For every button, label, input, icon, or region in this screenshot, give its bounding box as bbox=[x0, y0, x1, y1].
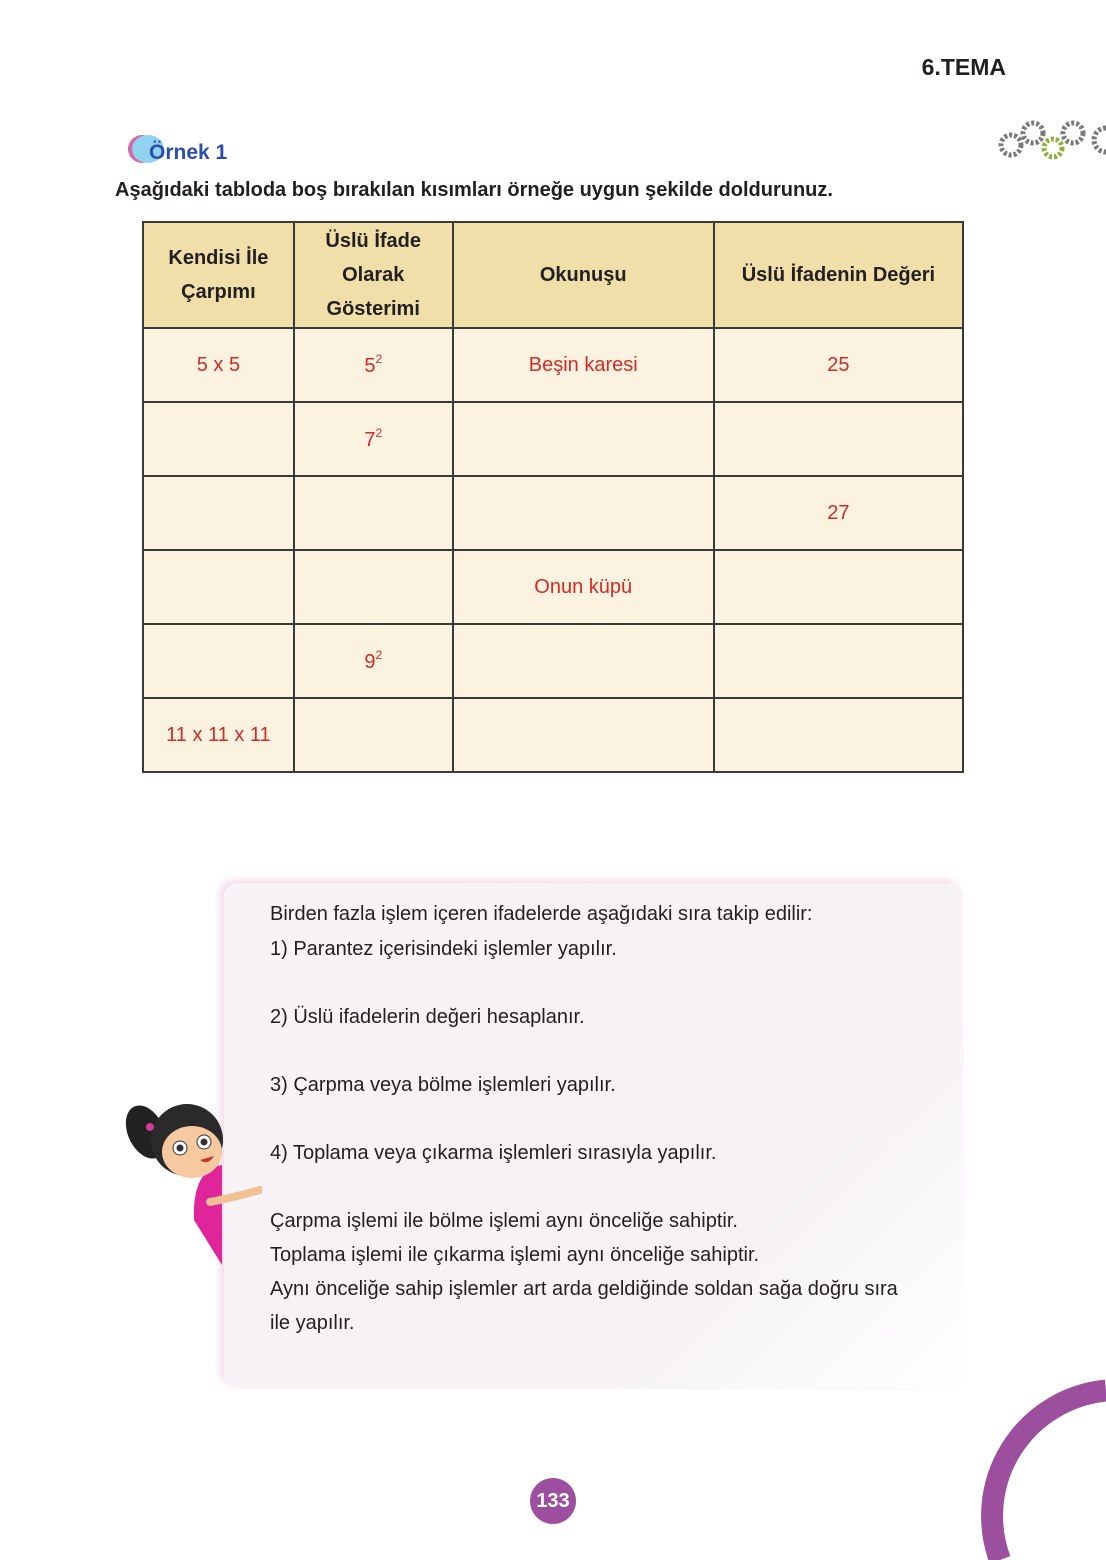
cell-product[interactable] bbox=[143, 402, 294, 476]
cell-product[interactable] bbox=[143, 476, 294, 550]
rule-line: 1) Parantez içerisindeki işlemler yapılır. bbox=[270, 938, 617, 960]
rule-line: 4) Toplama veya çıkarma işlemleri sırasıyla yapılır. bbox=[270, 1142, 717, 1164]
cell-value[interactable] bbox=[714, 402, 963, 476]
instruction: Aşağıdaki tabloda boş bırakılan kısımları örneğe uygun şekilde doldurunuz. bbox=[115, 179, 833, 201]
table-row bbox=[143, 624, 963, 698]
cell-reading[interactable] bbox=[453, 698, 714, 772]
cell-value[interactable] bbox=[714, 698, 963, 772]
cell-exponent[interactable] bbox=[294, 624, 453, 698]
rule-line: Çarpma işlemi ile bölme işlemi aynı önceliğe sahiptir. bbox=[270, 1210, 738, 1232]
cell-value[interactable] bbox=[714, 550, 963, 624]
cell-value[interactable] bbox=[714, 624, 963, 698]
cell-exponent[interactable] bbox=[294, 698, 453, 772]
header-exponent: Üslü İfade Olarak Gösterimi bbox=[294, 222, 453, 328]
gears-icon bbox=[995, 115, 1106, 165]
exponent-power: 2 bbox=[375, 648, 383, 662]
cell-exponent[interactable] bbox=[294, 476, 453, 550]
rule-line: ile yapılır. bbox=[270, 1312, 355, 1334]
cell-value[interactable]: 25 bbox=[714, 328, 963, 402]
exponent-power: 2 bbox=[375, 352, 383, 366]
cell-reading[interactable] bbox=[453, 476, 714, 550]
exponent-table bbox=[142, 221, 964, 773]
table-row bbox=[143, 328, 963, 402]
cell-exponent[interactable] bbox=[294, 402, 453, 476]
cell-product[interactable]: 5 x 5 bbox=[143, 328, 294, 402]
example-title: Örnek 1 bbox=[149, 141, 228, 164]
theme-label: 6.TEMA bbox=[921, 54, 1006, 80]
cell-product[interactable]: 11 x 11 x 11 bbox=[143, 698, 294, 772]
cell-reading[interactable] bbox=[453, 624, 714, 698]
girl-character-illustration bbox=[122, 1090, 262, 1270]
header-reading: Okunuşu bbox=[453, 222, 714, 328]
cell-value[interactable]: 27 bbox=[714, 476, 963, 550]
rule-line: 2) Üslü ifadelerin değeri hesaplanır. bbox=[270, 1006, 585, 1028]
cell-reading[interactable]: Onun küpü bbox=[453, 550, 714, 624]
cell-exponent[interactable] bbox=[294, 550, 453, 624]
exponent-base: 9 bbox=[364, 651, 376, 673]
table-header-row bbox=[143, 222, 963, 328]
cell-reading[interactable] bbox=[453, 402, 714, 476]
rule-line: Birden fazla işlem içeren ifadelerde aşağıdaki sıra takip edilir: bbox=[270, 903, 813, 925]
exponent-base: 7 bbox=[364, 429, 376, 451]
cell-reading[interactable]: Beşin karesi bbox=[453, 328, 714, 402]
cell-product[interactable] bbox=[143, 624, 294, 698]
page-number: 133 bbox=[530, 1478, 576, 1524]
table-row bbox=[143, 550, 963, 624]
decorative-arc bbox=[978, 1376, 1106, 1560]
header-product: Kendisi İle Çarpımı bbox=[143, 222, 294, 328]
exponent-base: 5 bbox=[364, 355, 376, 377]
header-value: Üslü İfadenin Değeri bbox=[714, 222, 963, 328]
table-row bbox=[143, 698, 963, 772]
cell-exponent[interactable] bbox=[294, 328, 453, 402]
table-row bbox=[143, 402, 963, 476]
rule-line: 3) Çarpma veya bölme işlemleri yapılır. bbox=[270, 1074, 616, 1096]
table-row bbox=[143, 476, 963, 550]
rule-line: Aynı önceliğe sahip işlemler art arda geldiğinde soldan sağa doğru sıra bbox=[270, 1278, 898, 1300]
cell-product[interactable] bbox=[143, 550, 294, 624]
rule-line: Toplama işlemi ile çıkarma işlemi aynı önceliğe sahiptir. bbox=[270, 1244, 760, 1266]
exponent-power: 2 bbox=[375, 426, 383, 440]
